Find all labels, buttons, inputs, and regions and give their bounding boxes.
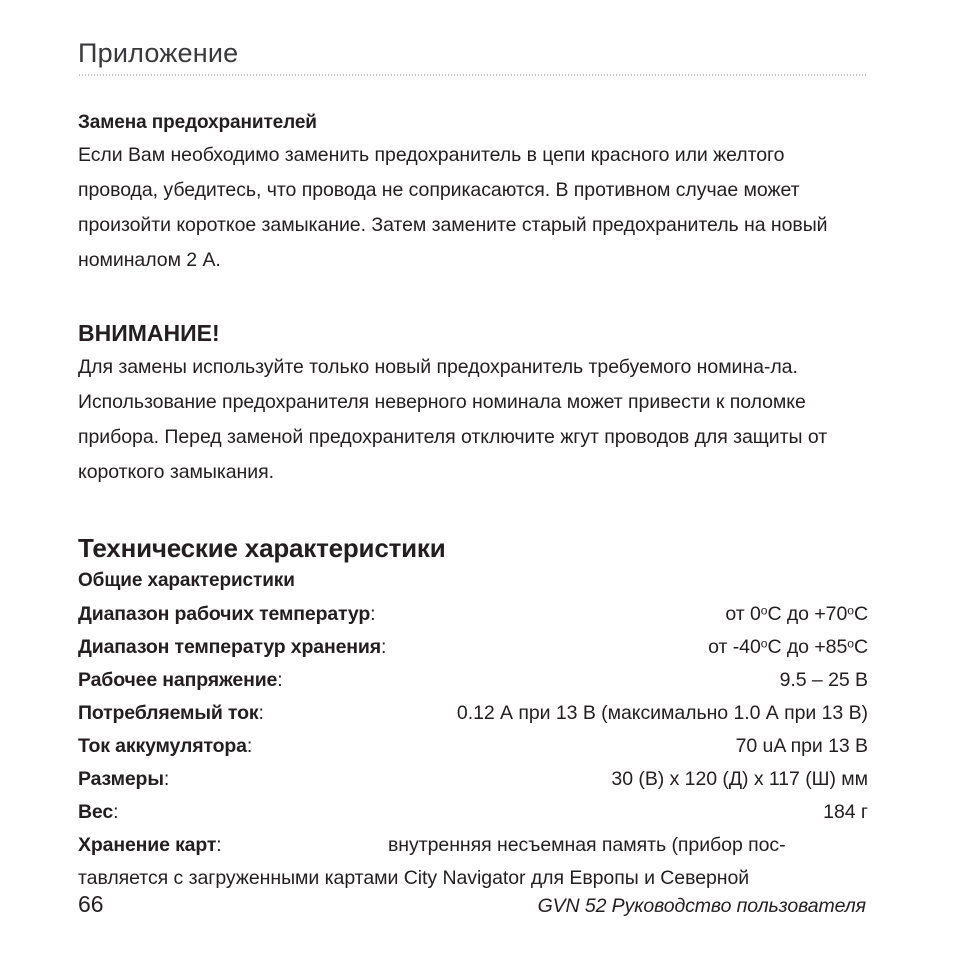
spec-label: Диапазон рабочих температур xyxy=(78,603,371,625)
spec-value-suffix: C xyxy=(853,636,868,658)
spec-value xyxy=(725,598,868,631)
page-number: 66 xyxy=(78,891,104,917)
fuse-section-heading: Замена предохранителей xyxy=(78,112,317,133)
spec-colon: : xyxy=(163,768,170,790)
spec-row xyxy=(78,631,868,664)
spec-label: Хранение карт xyxy=(78,834,217,856)
page-header xyxy=(78,36,866,76)
spec-label-box xyxy=(78,697,388,730)
spec-value: 184 г xyxy=(823,801,868,823)
spec-row xyxy=(78,763,868,796)
specifications-section xyxy=(78,530,868,895)
spec-colon: : xyxy=(216,834,222,856)
spec-value: 30 (В) x 120 (Д) x 117 (Ш) мм xyxy=(611,768,868,790)
spec-label-box xyxy=(78,829,388,862)
spec-value-mid: C до +70 xyxy=(767,603,848,625)
spec-value: внутренняя несъемная память (прибор пос- xyxy=(388,834,786,856)
spec-value-prefix: от 0 xyxy=(725,603,761,625)
spec-label: Вес xyxy=(78,801,114,823)
spec-value-mid: C до +85 xyxy=(767,636,848,658)
spec-label: Потребляемый ток xyxy=(78,702,259,724)
spec-row xyxy=(78,697,868,730)
spec-colon: : xyxy=(258,702,264,724)
fuse-replacement-section xyxy=(78,108,868,278)
page-footer xyxy=(78,891,866,918)
spec-value: 70 uA при 13 В xyxy=(735,735,868,757)
spec-value-prefix: от -40 xyxy=(708,636,761,658)
spec-row-first-line xyxy=(78,829,868,862)
specifications-heading: Технические характеристики xyxy=(78,533,446,563)
spec-value xyxy=(708,631,868,664)
spec-row xyxy=(78,664,868,697)
spec-label-box xyxy=(78,763,388,796)
degree-symbol: o xyxy=(760,636,768,651)
spec-label-box xyxy=(78,730,388,763)
spec-value-continuation: тавляется с загруженными картами City Navigator для Европы и Северной xyxy=(78,867,750,889)
spec-value: 0.12 А при 13 В (максимально 1.0 А при 13 В) xyxy=(456,702,868,724)
spec-label-box xyxy=(78,598,463,631)
spec-label: Диапазон температур хранения xyxy=(78,636,381,658)
spec-colon: : xyxy=(246,735,253,757)
spec-label-box xyxy=(78,631,463,664)
spec-value-suffix: C xyxy=(853,603,868,625)
spec-label-box xyxy=(78,664,388,697)
warning-heading: ВНИМАНИЕ! xyxy=(78,320,220,346)
spec-row xyxy=(78,598,868,631)
spec-colon: : xyxy=(113,801,119,823)
page-header-title: Приложение xyxy=(78,38,239,68)
degree-symbol: o xyxy=(847,636,854,651)
spec-row xyxy=(78,796,868,829)
spacer xyxy=(78,490,868,530)
spacer xyxy=(78,278,868,316)
specifications-list xyxy=(78,598,868,895)
spec-row xyxy=(78,730,868,763)
warning-section xyxy=(78,316,868,490)
header-divider xyxy=(78,74,866,76)
footer-document-title: GVN 52 Руководство пользователя xyxy=(537,895,866,917)
warning-paragraph: Для замены используйте только новый предохранитель требуемого номина-ла. Использование предохранителя неверного номинала может привести к поломке прибора. Перед заменой предохранителя отключите жгут проводов для защиты от короткого замыкания. xyxy=(78,356,828,483)
spec-label: Размеры xyxy=(78,768,164,790)
page-content xyxy=(78,108,868,895)
spec-label-box xyxy=(78,796,388,829)
degree-symbol: o xyxy=(760,603,768,618)
spec-row-card-storage xyxy=(78,829,868,895)
specifications-subheading: Общие характеристики xyxy=(78,570,295,591)
spec-colon: : xyxy=(370,603,376,625)
fuse-section-paragraph: Если Вам необходимо заменить предохранитель в цепи красного или желтого провода, убедитесь, что провода не соприкасаются. В противном случае может произойти короткое замыкание. Затем замените старый предохранитель на новый номиналом 2 А. xyxy=(78,144,828,271)
degree-symbol: o xyxy=(847,603,854,618)
spec-label: Рабочее напряжение xyxy=(78,669,278,691)
spec-colon: : xyxy=(380,636,387,658)
spec-value: 9.5 – 25 В xyxy=(779,669,868,691)
spec-colon: : xyxy=(277,669,283,691)
spec-label: Ток аккумулятора xyxy=(78,735,247,757)
